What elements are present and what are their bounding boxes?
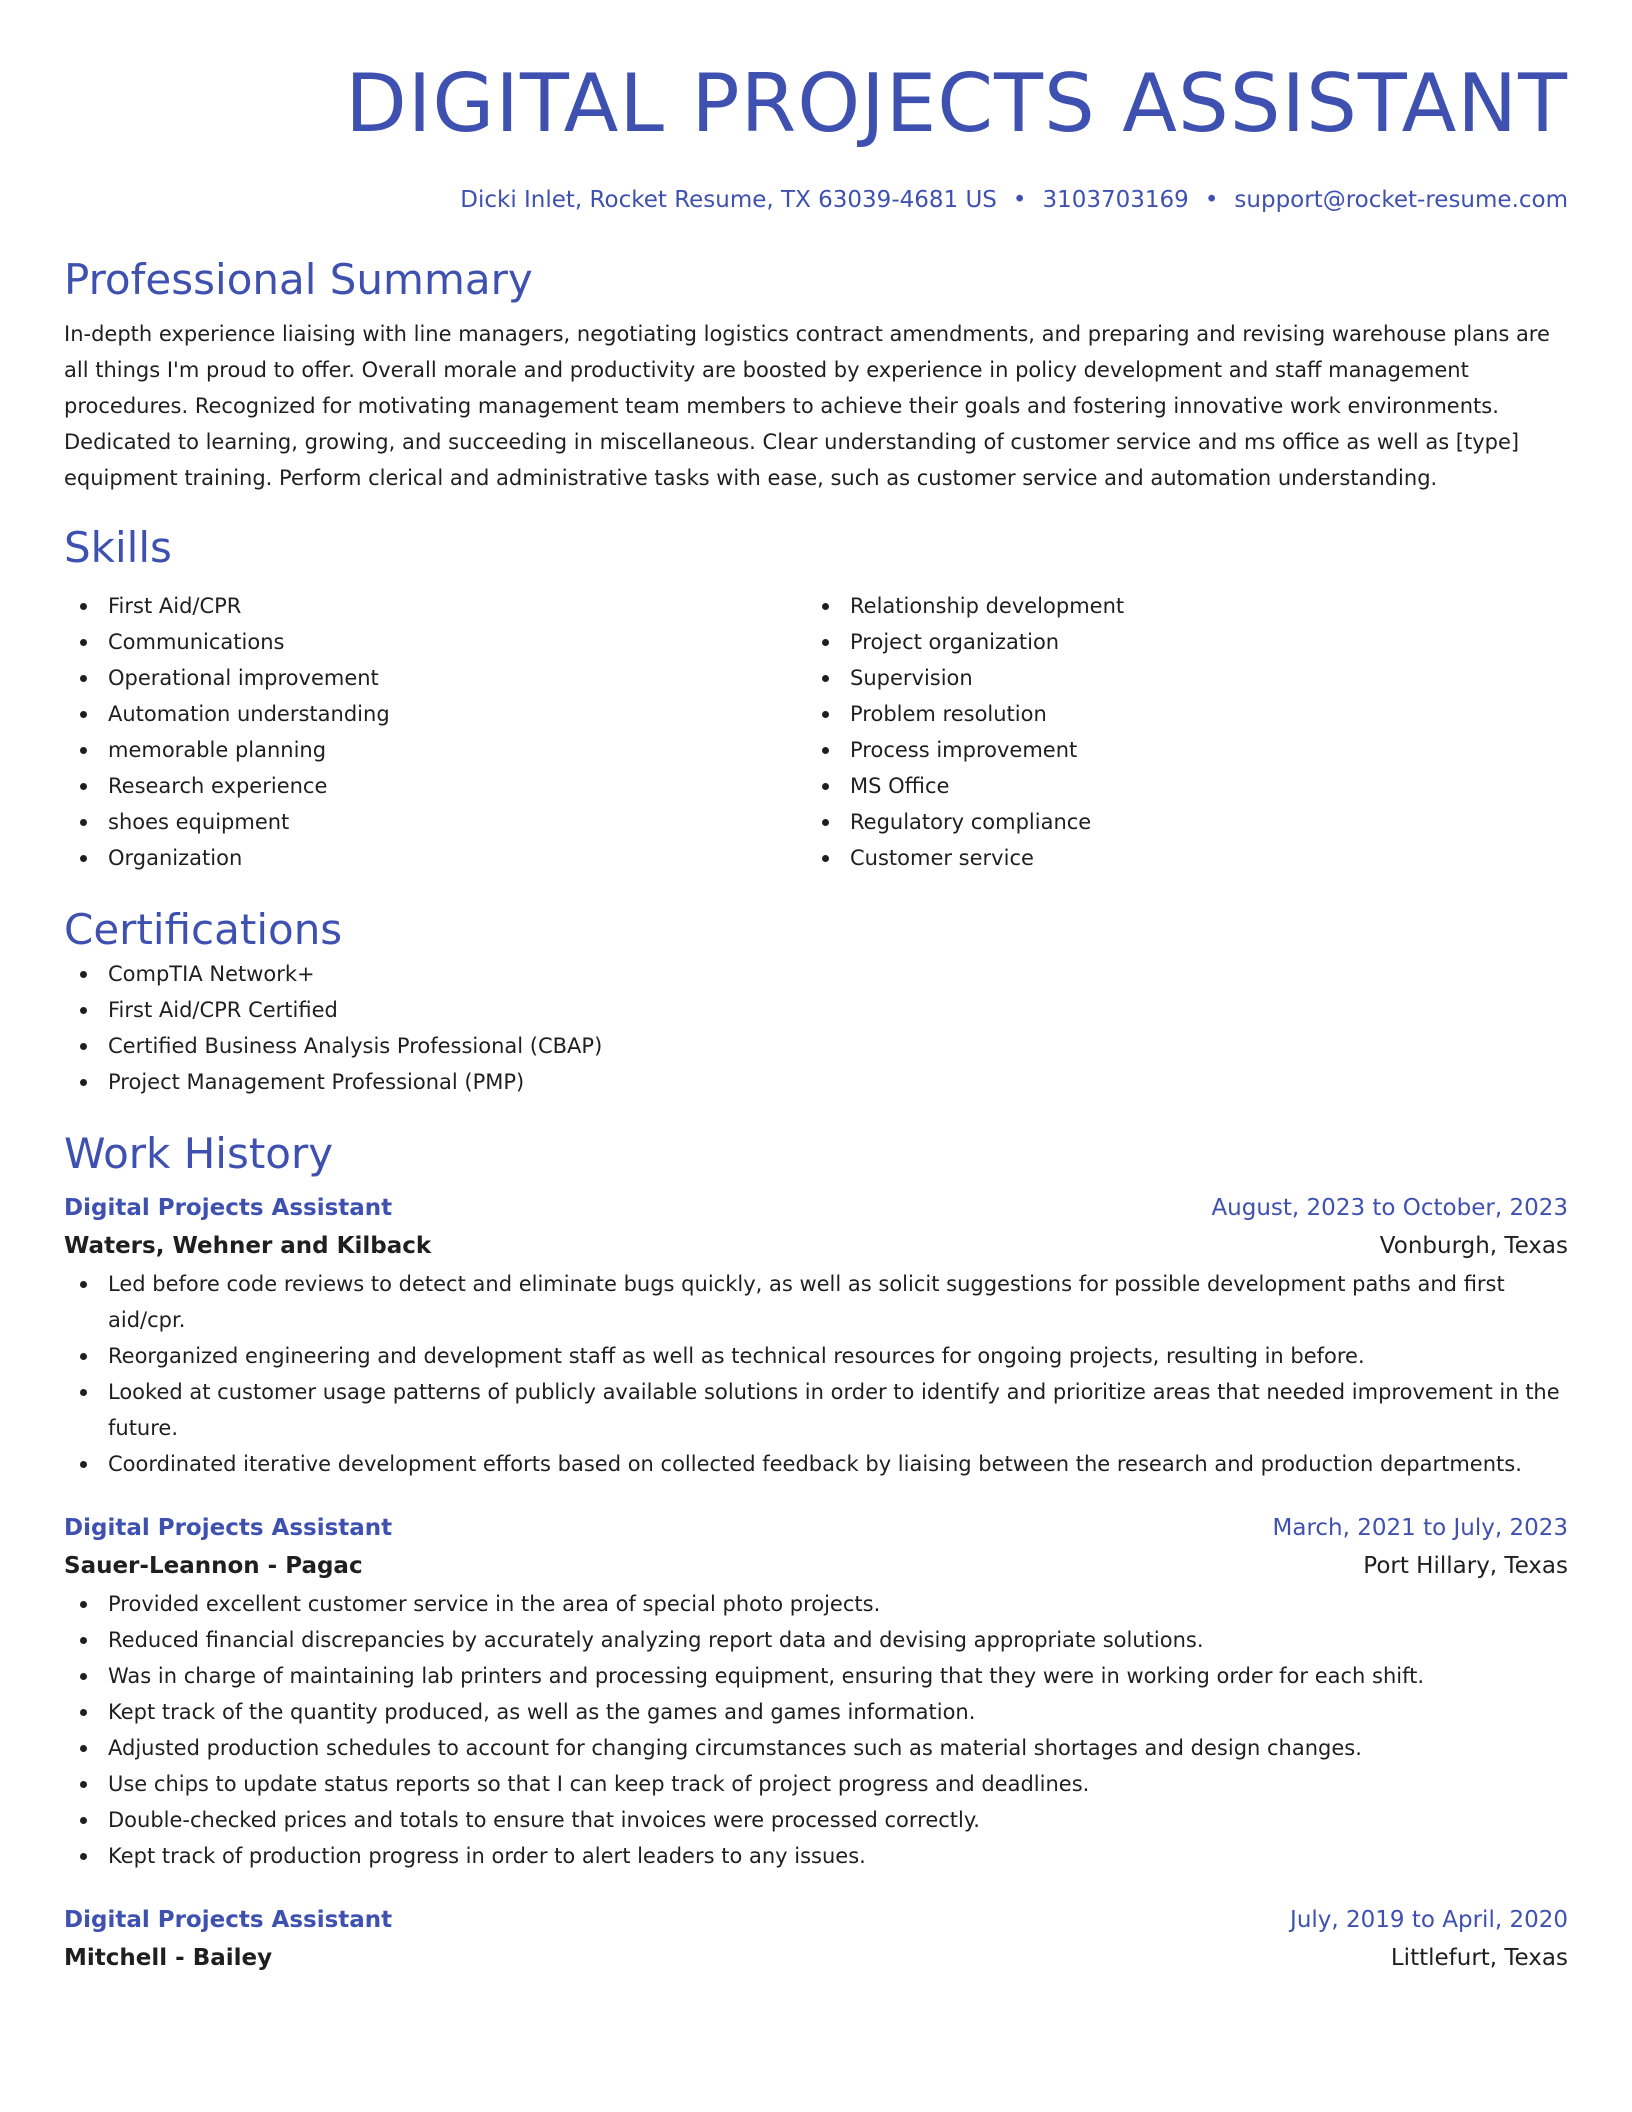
contact-email: support@rocket-resume.com: [1234, 187, 1568, 213]
skill-item: Organization: [64, 840, 806, 876]
job-header-row: [64, 1190, 1568, 1226]
skill-item: MS Office: [806, 768, 1548, 804]
skills-heading: Skills: [64, 523, 172, 572]
contact-phone: 3103703169: [1042, 187, 1189, 213]
job-bullet: Kept track of production progress in order to alert leaders to any issues.: [64, 1838, 1568, 1874]
job-title: Digital Projects Assistant: [64, 1195, 393, 1221]
job-location: Littlefurt, Texas: [1390, 1945, 1568, 1971]
summary-text: In-depth experience liaising with line managers, negotiating logistics contract amendments, and preparing and revising warehouse plans are all things I'm proud to offer. Overall morale and productivity are boosted by experience in policy development and staff management procedures. Recognized for motivating management team members to achieve their goals and fostering innovative work environments. Dedicated to learning, growing, and succeeding in miscellaneous. Clear understanding of customer service and ms office as well as [type] equipment training. Perform clerical and administrative tasks with ease, such as customer service and automation understanding.: [64, 322, 1550, 490]
job-location: Port Hillary, Texas: [1363, 1553, 1568, 1579]
job-company: Waters, Wehner and Kilback: [64, 1233, 432, 1259]
skill-item: Relationship development: [806, 588, 1548, 624]
job-company-row: [64, 1226, 1568, 1266]
job-bullet: Led before code reviews to detect and eliminate bugs quickly, as well as solicit suggestions for possible development paths and first aid/cpr.: [64, 1266, 1568, 1338]
work-history-heading: Work History: [64, 1129, 334, 1178]
job-header-row: [64, 1902, 1568, 1938]
job-dates: August, 2023 to October, 2023: [1211, 1195, 1568, 1221]
skill-item: Customer service: [806, 840, 1548, 876]
certification-item: CompTIA Network+: [64, 956, 1568, 992]
summary-heading: Professional Summary: [64, 255, 533, 304]
job-company-row: [64, 1546, 1568, 1586]
skills-list-left: [64, 588, 806, 876]
certifications-heading: Certifications: [64, 905, 343, 954]
skill-item: memorable planning: [64, 732, 806, 768]
job-bullet: Use chips to update status reports so that I can keep track of project progress and deadlines.: [64, 1766, 1568, 1802]
job-location: Vonburgh, Texas: [1379, 1233, 1568, 1259]
skill-item: First Aid/CPR: [64, 588, 806, 624]
skill-item: Research experience: [64, 768, 806, 804]
skill-item: Communications: [64, 624, 806, 660]
job-entry: [64, 1190, 1568, 1482]
certification-item: First Aid/CPR Certified: [64, 992, 1568, 1028]
job-bullet: Kept track of the quantity produced, as well as the games and games information.: [64, 1694, 1568, 1730]
job-header-row: [64, 1510, 1568, 1546]
job-entry: [64, 1902, 1568, 1978]
skill-item: Supervision: [806, 660, 1548, 696]
job-title: Digital Projects Assistant: [64, 1515, 393, 1541]
resume-page: [64, 0, 1568, 1978]
job-entry: [64, 1510, 1568, 1874]
job-bullet: Reorganized engineering and development staff as well as technical resources for ongoing projects, resulting in before.: [64, 1338, 1568, 1374]
contact-address: Dicki Inlet, Rocket Resume, TX 63039-4681 US: [460, 187, 997, 213]
job-title: Digital Projects Assistant: [64, 1907, 393, 1933]
skill-item: Operational improvement: [64, 660, 806, 696]
job-company: Sauer-Leannon - Pagac: [64, 1553, 363, 1579]
skill-item: Process improvement: [806, 732, 1548, 768]
job-bullet: Was in charge of maintaining lab printers and processing equipment, ensuring that they were in working order for each shift.: [64, 1658, 1568, 1694]
skill-item: Regulatory compliance: [806, 804, 1548, 840]
job-bullet: Reduced financial discrepancies by accurately analyzing report data and devising appropriate solutions.: [64, 1622, 1568, 1658]
contact-line: [64, 184, 1568, 216]
job-bullet: Provided excellent customer service in the area of special photo projects.: [64, 1586, 1568, 1622]
job-bullets: [64, 1586, 1568, 1874]
skill-item: Automation understanding: [64, 696, 806, 732]
job-dates: March, 2021 to July, 2023: [1272, 1515, 1568, 1541]
job-bullet: Adjusted production schedules to account for changing circumstances such as material shortages and design changes.: [64, 1730, 1568, 1766]
certification-item: Project Management Professional (PMP): [64, 1064, 1568, 1100]
job-bullets: [64, 1266, 1568, 1482]
certifications-list: [64, 956, 1568, 1100]
skill-item: shoes equipment: [64, 804, 806, 840]
job-bullet: Looked at customer usage patterns of publicly available solutions in order to identify and prioritize areas that needed improvement in the future.: [64, 1374, 1568, 1446]
contact-separator: •: [1012, 187, 1027, 213]
job-dates: July, 2019 to April, 2020: [1290, 1907, 1568, 1933]
job-bullet: Coordinated iterative development efforts based on collected feedback by liaising between the research and production departments.: [64, 1446, 1568, 1482]
contact-separator: •: [1204, 187, 1219, 213]
certification-item: Certified Business Analysis Professional (CBAP): [64, 1028, 1568, 1064]
skill-item: Project organization: [806, 624, 1548, 660]
skill-item: Problem resolution: [806, 696, 1548, 732]
resume-name: DIGITAL PROJECTS ASSISTANT: [345, 57, 1568, 150]
skills-list-right: [806, 588, 1548, 876]
job-company: Mitchell - Bailey: [64, 1945, 273, 1971]
job-company-row: [64, 1938, 1568, 1978]
job-bullet: Double-checked prices and totals to ensure that invoices were processed correctly.: [64, 1802, 1568, 1838]
skills-grid: [64, 588, 1568, 876]
